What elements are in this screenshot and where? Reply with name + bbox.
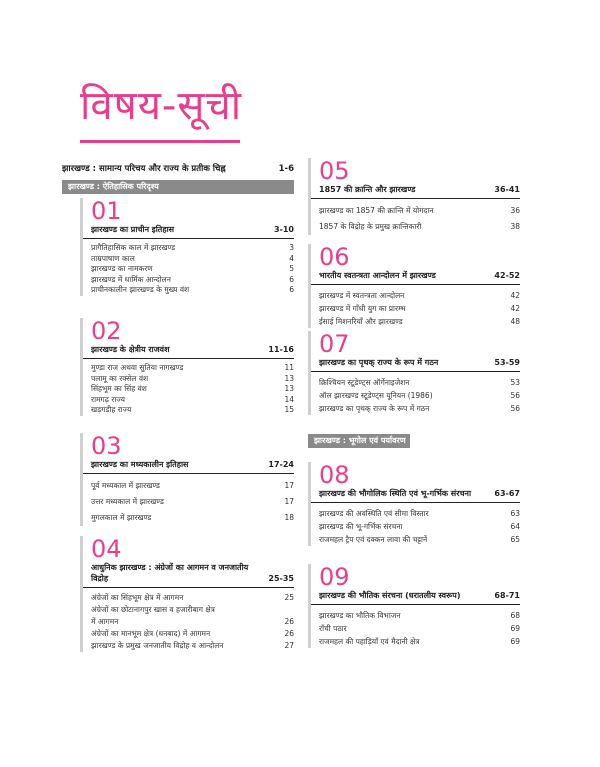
chapter-title: झारखण्ड की भौगोलिक स्थिति एवं भू-गर्भिक संरचना <box>319 489 472 498</box>
chapter-09[interactable] <box>308 564 520 648</box>
chapter-number: 07 <box>319 330 350 358</box>
chapter-number: 08 <box>319 461 350 489</box>
topic-text: राजमहल ट्रैप एवं दक्कन लावा की चट्टानें <box>319 535 428 544</box>
topic-text: प्रागैतिहासिक काल में झारखण्ड <box>91 243 176 252</box>
chapter-title-row <box>311 357 520 372</box>
chapter-number: 09 <box>319 563 350 591</box>
chapter-title: आधुनिक झारखण्ड : अंग्रेजों का आगमन व जनजातीय विद्रोह <box>91 563 249 583</box>
topic-list <box>311 506 520 546</box>
topic-row[interactable] <box>311 609 520 622</box>
chapter-number: 02 <box>91 317 122 345</box>
chapter-number: 06 <box>319 243 350 271</box>
topic-text: झारखण्ड के प्रमुख जनजातीय विद्रोह व आन्दोलन <box>91 641 224 650</box>
section-header-geography: झारखण्ड : भूगोल एवं पर्यावरण <box>308 434 410 448</box>
topic-row[interactable] <box>83 395 294 406</box>
topic-text: मुण्डा राज अथवा सुतिया नागखण्ड <box>91 363 184 372</box>
topic-text: प्राचीनकालीन झारखण्ड के मुख्य वंश <box>91 285 190 294</box>
topic-row[interactable] <box>83 616 294 628</box>
topic-row[interactable] <box>311 402 520 415</box>
chapter-06[interactable] <box>308 244 520 328</box>
chapter-pages: 42-52 <box>494 271 520 280</box>
chapter-02[interactable] <box>80 318 294 416</box>
chapter-title-row <box>311 488 520 503</box>
chapter-title-row <box>311 184 520 199</box>
chapter-title-row <box>83 344 294 359</box>
intro-title: झारखण्ड : सामान्य परिचय और राज्य के प्रतीक चिह्न <box>62 164 226 174</box>
chapter-pages: 3-10 <box>273 225 294 234</box>
topic-row[interactable] <box>311 507 520 520</box>
topic-page: 6 <box>289 274 294 284</box>
chapter-number: 01 <box>91 197 122 225</box>
topic-row[interactable] <box>311 302 520 315</box>
chapter-pages: 25-35 <box>268 574 294 583</box>
topic-text: अंग्रेजों का मानभूम क्षेत्र (धनबाद) में आगमन <box>91 629 211 638</box>
topic-row[interactable] <box>83 494 294 510</box>
topic-page: 69 <box>510 624 520 633</box>
intro-entry[interactable] <box>62 163 294 174</box>
topic-page: 17 <box>284 481 294 490</box>
topic-page: 4 <box>289 253 294 263</box>
section-header-history: झारखण्ड : ऐतिहासिक परिदृश्य <box>62 180 294 194</box>
topic-page: 56 <box>510 404 520 413</box>
topic-row[interactable] <box>311 533 520 546</box>
topic-text: मुगलकाल में झारखण्ड <box>91 513 152 522</box>
chapter-08[interactable] <box>308 462 520 546</box>
title-underline <box>80 140 240 143</box>
topic-row[interactable] <box>311 520 520 533</box>
chapter-title-row <box>83 224 294 239</box>
topic-page: 26 <box>284 617 294 626</box>
topic-page: 38 <box>510 222 520 231</box>
chapter-pages: 36-41 <box>494 185 520 194</box>
topic-page: 27 <box>284 641 294 650</box>
topic-text: अंग्रेजों का सिंहभूम क्षेत्र में आगमन <box>91 593 184 602</box>
topic-page: 63 <box>510 509 520 518</box>
topic-row[interactable] <box>311 219 520 235</box>
topic-page: 65 <box>510 535 520 544</box>
topic-page: 17 <box>284 497 294 506</box>
topic-page: 11 <box>284 363 294 372</box>
topic-text: झारखण्ड की अवस्थिति एवं सीमा विस्तार <box>319 509 429 518</box>
chapter-pages: 17-24 <box>268 460 294 469</box>
chapter-title: 1857 की क्रान्ति और झारखण्ड <box>319 185 416 194</box>
chapter-title: झारखण्ड का मध्यकालीन इतिहास <box>91 460 189 469</box>
chapter-pages: 68-71 <box>494 591 520 600</box>
topic-page: 15 <box>284 405 294 414</box>
topic-row[interactable] <box>83 510 294 526</box>
topic-text: झारखण्ड की भू-गर्भिक संरचना <box>319 522 403 531</box>
topic-page: 53 <box>510 378 520 387</box>
topic-row[interactable] <box>311 635 520 648</box>
topic-page: 13 <box>284 384 294 393</box>
intro-pages: 1-6 <box>278 164 294 174</box>
topic-text: ऑल झारखण्ड स्टूडेण्ट्स यूनियन (1986) <box>319 391 433 400</box>
chapter-pages: 11-16 <box>268 345 294 354</box>
topic-text: राजमहल की पहाड़ियाँ एवं मैदानी क्षेत्र <box>319 637 420 646</box>
topic-text: सिंहभूम का सिंह वंश <box>91 384 147 393</box>
chapter-07[interactable] <box>308 331 520 415</box>
topic-page: 68 <box>510 611 520 620</box>
topic-page: 3 <box>289 243 294 252</box>
topic-page: 36 <box>510 206 520 215</box>
chapter-title-row <box>311 270 520 285</box>
chapter-title-row <box>83 459 294 474</box>
topic-text: झारखण्ड में धार्मिक आन्दोलन <box>91 274 171 284</box>
topic-row[interactable] <box>83 363 294 374</box>
chapter-title-row <box>83 562 294 588</box>
topic-page: 42 <box>510 291 520 300</box>
topic-list <box>311 375 520 415</box>
topic-page: 6 <box>289 285 294 294</box>
topic-page: 56 <box>510 391 520 400</box>
topic-row[interactable] <box>83 592 294 604</box>
chapter-01[interactable] <box>80 198 294 296</box>
chapter-number: 05 <box>319 157 350 185</box>
topic-page: 64 <box>510 522 520 531</box>
topic-row[interactable] <box>83 275 294 286</box>
topic-row[interactable] <box>83 478 294 494</box>
topic-row[interactable] <box>83 628 294 640</box>
topic-row[interactable] <box>83 264 294 275</box>
chapter-title: झारखण्ड की भौतिक संरचना (धरातलीय स्वरूप) <box>319 591 461 600</box>
chapter-05[interactable] <box>308 158 520 235</box>
topic-list <box>83 242 294 296</box>
topic-page: 42 <box>510 304 520 313</box>
topic-page: 14 <box>284 394 294 404</box>
topic-row[interactable] <box>311 203 520 219</box>
topic-text: में आगमन <box>91 617 119 626</box>
topic-list <box>311 288 520 328</box>
topic-list <box>83 477 294 526</box>
topic-row[interactable] <box>83 405 294 416</box>
topic-text: झारखण्ड का भौतिक विभाजन <box>319 611 401 620</box>
chapter-03[interactable] <box>80 433 294 526</box>
page-title: विषय-सूची <box>80 83 243 129</box>
topic-page: 69 <box>510 637 520 646</box>
topic-row[interactable] <box>311 315 520 328</box>
topic-text: झारखण्ड का पृथक् राज्य के रूप में गठन <box>319 404 430 413</box>
chapter-number: 03 <box>91 432 122 460</box>
topic-text: ईसाई मिशनरियाँ और झारखण्ड <box>319 317 403 326</box>
topic-text: राँची पठार <box>319 624 347 633</box>
topic-row[interactable] <box>83 640 294 652</box>
topic-text: पूर्व मध्यकाल में झारखण्ड <box>91 481 160 490</box>
topic-text: क्रिश्चियन स्टूडेण्ट्स ऑर्गेनाइजेशन <box>319 378 410 387</box>
chapter-title-row <box>311 590 520 605</box>
topic-row[interactable] <box>83 604 294 616</box>
topic-page: 5 <box>289 264 294 273</box>
topic-text: उत्तर मध्यकाल में झारखण्ड <box>91 497 164 506</box>
chapter-title: झारखण्ड का प्राचीन इतिहास <box>91 225 175 234</box>
chapter-number: 04 <box>91 535 122 563</box>
topic-row[interactable] <box>83 254 294 265</box>
topic-row[interactable] <box>311 376 520 389</box>
topic-page: 13 <box>284 373 294 383</box>
topic-row[interactable] <box>311 389 520 402</box>
chapter-pages: 63-67 <box>494 489 520 498</box>
topic-row[interactable] <box>311 622 520 635</box>
topic-text: 1857 के विद्रोह के प्रमुख क्रान्तिकारी <box>319 222 422 231</box>
topic-list <box>83 591 294 652</box>
topic-row[interactable] <box>83 374 294 385</box>
topic-row[interactable] <box>83 285 294 296</box>
topic-text: झारखण्ड में स्वतन्त्रता आन्दोलन <box>319 291 405 300</box>
topic-text: अंग्रेजों का छोटानागपुर खास व हजारीबाग क्षेत्र <box>91 605 215 614</box>
topic-text: ताम्रपाषाण काल <box>91 253 135 263</box>
topic-text: रामगढ़ राज्य <box>91 394 125 404</box>
topic-list <box>311 202 520 235</box>
chapter-pages: 53-59 <box>494 358 520 367</box>
topic-text: झारखण्ड का नामकरण <box>91 264 153 273</box>
topic-page: 25 <box>284 593 294 602</box>
chapter-title: भारतीय स्वतन्त्रता आन्दोलन में झारखण्ड <box>319 271 436 280</box>
chapter-04[interactable] <box>80 536 294 652</box>
topic-list <box>311 608 520 648</box>
topic-page: 48 <box>510 317 520 326</box>
topic-list <box>83 362 294 416</box>
chapter-title: झारखण्ड का पृथक् राज्य के रूप में गठन <box>319 358 439 367</box>
topic-row[interactable] <box>83 243 294 254</box>
topic-page: 26 <box>284 629 294 638</box>
topic-text: खड़गडीह राज्य <box>91 405 132 414</box>
topic-text: पलामू का रक्सेल वंश <box>91 373 149 383</box>
topic-page: 18 <box>284 513 294 522</box>
chapter-title: झारखण्ड के क्षेत्रीय राजवंश <box>91 345 170 354</box>
topic-text: झारखण्ड में गाँधी युग का प्रारम्भ <box>319 304 406 313</box>
topic-text: झारखण्ड का 1857 की क्रान्ति में योगदान <box>319 206 434 215</box>
topic-row[interactable] <box>83 384 294 395</box>
topic-row[interactable] <box>311 289 520 302</box>
